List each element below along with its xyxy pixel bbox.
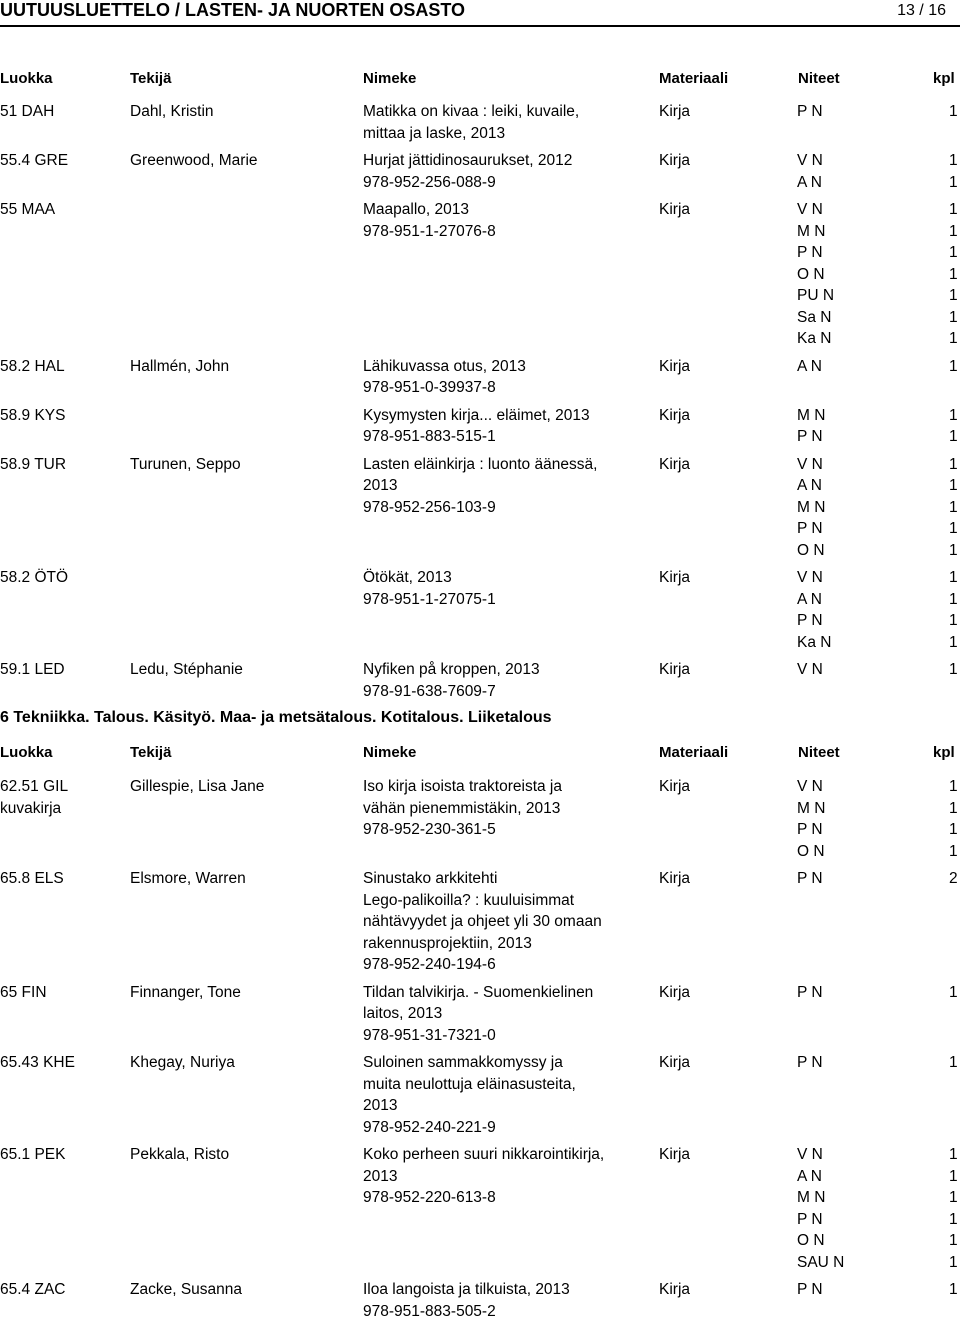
kpl-count: 1 xyxy=(949,590,958,608)
record-nimeke xyxy=(363,567,653,653)
record-kpl xyxy=(949,659,960,681)
page-indicator: 13 / 16 xyxy=(897,2,946,19)
record-niteet xyxy=(797,982,937,1004)
nimeke-line: 978-91-638-7609-7 xyxy=(363,682,496,700)
record-luokka: 65.8 ELS xyxy=(0,870,64,887)
record-luokka: 65 FIN xyxy=(0,983,47,1001)
nimeke-line: 978-951-1-27075-1 xyxy=(363,590,496,608)
column-header-row xyxy=(0,744,960,766)
nimeke-line: Lähikuvassa otus, 2013 xyxy=(363,357,526,375)
nimeke-line: Hurjat jättidinosaurukset, 2012 xyxy=(363,152,573,169)
record-luokka: 55 MAA xyxy=(0,201,56,218)
kpl-count: 1 xyxy=(949,633,958,651)
niteet-location: P N xyxy=(797,244,823,261)
kpl-count: 1 xyxy=(949,244,958,261)
nimeke-line: 978-952-240-194-6 xyxy=(363,956,496,973)
nimeke-line: vähän pienemmistäkin, 2013 xyxy=(363,799,561,817)
section-2 xyxy=(0,744,960,1328)
nimeke-line: Kysymysten kirja... eläimet, 2013 xyxy=(363,406,590,424)
record-niteet xyxy=(797,356,937,378)
record-row xyxy=(0,659,960,702)
nimeke-line: Suloinen sammakkomyssy ja xyxy=(363,1054,563,1071)
record-niteet xyxy=(797,199,937,350)
kpl-count: 2 xyxy=(949,870,958,887)
record-nimeke xyxy=(363,1279,653,1322)
record-niteet xyxy=(797,101,937,123)
kpl-count: 1 xyxy=(949,455,958,473)
kpl-count: 1 xyxy=(949,1253,958,1271)
record-materiaali: Kirja xyxy=(659,661,691,678)
record-nimeke xyxy=(363,776,653,862)
kpl-count: 1 xyxy=(949,1146,958,1163)
niteet-location: V N xyxy=(797,455,823,473)
niteet-location: O N xyxy=(797,541,825,559)
niteet-location: O N xyxy=(797,842,825,860)
record-tekija: Pekkala, Risto xyxy=(130,1146,230,1163)
niteet-location: PU N xyxy=(797,287,835,304)
record-row xyxy=(0,1144,960,1273)
kpl-count: 1 xyxy=(949,569,958,586)
record-tekija: Turunen, Seppo xyxy=(130,455,241,473)
header-materiaali: Materiaali xyxy=(659,744,729,761)
niteet-location: M N xyxy=(797,222,826,240)
nimeke-line: 978-951-883-505-2 xyxy=(363,1302,496,1320)
record-tekija: Ledu, Stéphanie xyxy=(130,661,243,678)
record-luokka: 65.43 KHE xyxy=(0,1054,75,1071)
record-tekija: Dahl, Kristin xyxy=(130,103,214,120)
kpl-count: 1 xyxy=(949,428,958,445)
nimeke-line: 978-952-240-221-9 xyxy=(363,1118,496,1136)
niteet-location: A N xyxy=(797,173,822,191)
record-row xyxy=(0,982,960,1047)
nimeke-line: 2013 xyxy=(363,477,398,494)
niteet-location: A N xyxy=(797,357,822,375)
record-kpl xyxy=(949,150,960,193)
record-niteet xyxy=(797,454,937,562)
niteet-location: O N xyxy=(797,265,825,283)
nimeke-line: 978-951-1-27076-8 xyxy=(363,222,496,240)
nimeke-line: 978-951-0-39937-8 xyxy=(363,379,496,396)
kpl-count: 1 xyxy=(949,541,958,559)
record-nimeke xyxy=(363,1144,653,1273)
kpl-count: 1 xyxy=(949,103,958,120)
record-tekija: Zacke, Susanna xyxy=(130,1281,243,1298)
niteet-location: Ka N xyxy=(797,330,832,347)
record-row xyxy=(0,868,960,976)
record-kpl xyxy=(949,199,960,350)
record-niteet xyxy=(797,567,937,653)
kpl-count: 1 xyxy=(949,520,958,537)
header-nimeke: Nimeke xyxy=(363,70,417,87)
niteet-location: M N xyxy=(797,406,826,424)
record-nimeke xyxy=(363,1052,653,1138)
nimeke-line: nähtävyydet ja ohjeet yli 30 omaan xyxy=(363,913,602,930)
record-kpl xyxy=(949,1052,960,1074)
header-kpl: kpl xyxy=(933,70,955,87)
niteet-location: V N xyxy=(797,661,823,678)
niteet-location: SAU N xyxy=(797,1253,845,1271)
record-materiaali: Kirja xyxy=(659,1146,691,1163)
niteet-location: V N xyxy=(797,152,823,169)
niteet-location: M N xyxy=(797,799,826,817)
niteet-location: P N xyxy=(797,1054,823,1071)
record-tekija: Finnanger, Tone xyxy=(130,983,241,1001)
record-row xyxy=(0,1279,960,1322)
kpl-count: 1 xyxy=(949,1281,958,1298)
record-kpl xyxy=(949,101,960,123)
record-tekija: Elsmore, Warren xyxy=(130,870,246,887)
kpl-count: 1 xyxy=(949,287,958,304)
kpl-count: 1 xyxy=(949,799,958,817)
record-nimeke xyxy=(363,101,653,144)
header-nimeke: Nimeke xyxy=(363,744,417,761)
record-materiaali: Kirja xyxy=(659,357,691,375)
header-tekija: Tekijä xyxy=(130,70,172,87)
kpl-count: 1 xyxy=(949,1232,958,1249)
record-materiaali: Kirja xyxy=(659,983,691,1001)
kpl-count: 1 xyxy=(949,357,958,375)
record-luokka: 51 DAH xyxy=(0,103,55,120)
record-kpl xyxy=(949,776,960,862)
nimeke-line: Maapallo, 2013 xyxy=(363,201,469,218)
kpl-count: 1 xyxy=(949,201,958,218)
record-luokka: 62.51 GIL kuvakirja xyxy=(0,778,68,817)
kpl-count: 1 xyxy=(949,308,958,326)
header-tekija: Tekijä xyxy=(130,744,172,761)
kpl-count: 1 xyxy=(949,406,958,424)
record-materiaali: Kirja xyxy=(659,1281,691,1298)
nimeke-line: 978-952-220-613-8 xyxy=(363,1189,496,1206)
record-tekija: Gillespie, Lisa Jane xyxy=(130,778,265,795)
record-luokka: 65.1 PEK xyxy=(0,1146,66,1163)
record-kpl xyxy=(949,567,960,653)
kpl-count: 1 xyxy=(949,983,958,1001)
kpl-count: 1 xyxy=(949,265,958,283)
niteet-location: V N xyxy=(797,201,823,218)
nimeke-line: mittaa ja laske, 2013 xyxy=(363,124,506,142)
record-row xyxy=(0,101,960,144)
record-materiaali: Kirja xyxy=(659,455,691,473)
record-kpl xyxy=(949,1144,960,1273)
nimeke-line: laitos, 2013 xyxy=(363,1005,443,1022)
page-title: UUTUUSLUETTELO / LASTEN- JA NUORTEN OSASTO xyxy=(0,0,466,20)
record-luokka: 58.2 HAL xyxy=(0,357,65,375)
record-kpl xyxy=(949,356,960,378)
record-kpl xyxy=(949,868,960,890)
record-luokka: 58.9 KYS xyxy=(0,406,66,424)
record-materiaali: Kirja xyxy=(659,103,691,120)
record-row xyxy=(0,567,960,653)
niteet-location: V N xyxy=(797,778,823,795)
niteet-location: Ka N xyxy=(797,633,832,651)
record-nimeke xyxy=(363,659,653,702)
niteet-location: P N xyxy=(797,1281,823,1298)
kpl-count: 1 xyxy=(949,477,958,494)
record-tekija: Greenwood, Marie xyxy=(130,152,258,169)
record-tekija: Khegay, Nuriya xyxy=(130,1054,235,1071)
record-materiaali: Kirja xyxy=(659,778,691,795)
kpl-count: 1 xyxy=(949,1054,958,1071)
header-niteet: Niteet xyxy=(798,70,840,87)
niteet-location: M N xyxy=(797,498,826,516)
kpl-count: 1 xyxy=(949,330,958,347)
record-row xyxy=(0,356,960,399)
record-row xyxy=(0,199,960,350)
nimeke-line: Lasten eläinkirja : luonto äänessä, xyxy=(363,455,598,473)
record-nimeke xyxy=(363,868,653,976)
nimeke-line: 2013 xyxy=(363,1097,398,1114)
kpl-count: 1 xyxy=(949,612,958,629)
record-materiaali: Kirja xyxy=(659,870,691,887)
nimeke-line: Sinustako arkkitehti xyxy=(363,870,498,887)
kpl-count: 1 xyxy=(949,1210,958,1228)
nimeke-line: Iso kirja isoista traktoreista ja xyxy=(363,778,562,795)
nimeke-line: rakennusprojektiin, 2013 xyxy=(363,934,532,952)
niteet-location: A N xyxy=(797,590,822,608)
nimeke-line: 978-952-256-088-9 xyxy=(363,173,496,191)
kpl-count: 1 xyxy=(949,1189,958,1206)
header-materiaali: Materiaali xyxy=(659,70,729,87)
column-header-row xyxy=(0,70,960,92)
niteet-location: M N xyxy=(797,1189,826,1206)
record-row xyxy=(0,405,960,448)
nimeke-line: 978-951-883-515-1 xyxy=(363,428,496,445)
section-1 xyxy=(0,70,960,708)
record-kpl xyxy=(949,982,960,1004)
nimeke-line: Matikka on kivaa : leiki, kuvaile, xyxy=(363,103,580,120)
record-nimeke xyxy=(363,454,653,562)
nimeke-line: 2013 xyxy=(363,1167,398,1185)
header-divider xyxy=(0,25,960,27)
record-row xyxy=(0,776,960,862)
nimeke-line: Lego-palikoilla? : kuuluisimmat xyxy=(363,891,575,909)
record-niteet xyxy=(797,659,937,681)
record-luokka: 55.4 GRE xyxy=(0,152,69,169)
nimeke-line: Tildan talvikirja. - Suomenkielinen xyxy=(363,983,594,1001)
kpl-count: 1 xyxy=(949,152,958,169)
header-luokka: Luokka xyxy=(0,744,53,761)
nimeke-line: 978-952-230-361-5 xyxy=(363,821,496,838)
niteet-location: O N xyxy=(797,1232,825,1249)
niteet-location: P N xyxy=(797,520,823,537)
record-luokka: 65.4 ZAC xyxy=(0,1281,66,1298)
niteet-location: A N xyxy=(797,1167,822,1185)
record-materiaali: Kirja xyxy=(659,406,691,424)
kpl-count: 1 xyxy=(949,842,958,860)
record-list xyxy=(0,776,960,1322)
record-materiaali: Kirja xyxy=(659,152,691,169)
kpl-count: 1 xyxy=(949,1167,958,1185)
nimeke-line: 978-951-31-7321-0 xyxy=(363,1026,496,1044)
record-list xyxy=(0,101,960,702)
kpl-count: 1 xyxy=(949,661,958,678)
kpl-count: 1 xyxy=(949,821,958,838)
record-niteet xyxy=(797,868,937,890)
record-niteet xyxy=(797,150,937,193)
record-kpl xyxy=(949,405,960,448)
record-niteet xyxy=(797,405,937,448)
kpl-count: 1 xyxy=(949,173,958,191)
nimeke-line: Iloa langoista ja tilkuista, 2013 xyxy=(363,1281,570,1298)
kpl-count: 1 xyxy=(949,498,958,516)
record-niteet xyxy=(797,1052,937,1074)
header-kpl: kpl xyxy=(933,744,955,761)
record-materiaali: Kirja xyxy=(659,201,691,218)
record-luokka: 58.2 ÖTÖ xyxy=(0,569,69,586)
niteet-location: P N xyxy=(797,612,823,629)
niteet-location: V N xyxy=(797,569,823,586)
header-luokka: Luokka xyxy=(0,70,53,87)
record-kpl xyxy=(949,1279,960,1301)
nimeke-line: Ötökät, 2013 xyxy=(363,569,452,586)
niteet-location: P N xyxy=(797,428,823,445)
record-niteet xyxy=(797,776,937,862)
record-row xyxy=(0,150,960,193)
niteet-location: P N xyxy=(797,103,823,120)
record-row xyxy=(0,454,960,562)
record-nimeke xyxy=(363,982,653,1047)
record-nimeke xyxy=(363,405,653,448)
nimeke-line: Koko perheen suuri nikkarointikirja, xyxy=(363,1146,605,1163)
record-nimeke xyxy=(363,150,653,193)
nimeke-line: 978-952-256-103-9 xyxy=(363,498,496,516)
record-nimeke xyxy=(363,356,653,399)
category-heading: 6 Tekniikka. Talous. Käsityö. Maa- ja metsätalous. Kotitalous. Liiketalous xyxy=(0,709,552,726)
niteet-location: P N xyxy=(797,983,823,1001)
record-luokka: 58.9 TUR xyxy=(0,455,67,473)
record-kpl xyxy=(949,454,960,562)
header-niteet: Niteet xyxy=(798,744,840,761)
niteet-location: V N xyxy=(797,1146,823,1163)
niteet-location: P N xyxy=(797,870,823,887)
niteet-location: A N xyxy=(797,477,822,494)
page-header xyxy=(0,0,960,24)
record-luokka: 59.1 LED xyxy=(0,661,65,678)
record-niteet xyxy=(797,1144,937,1273)
nimeke-line: Nyfiken på kroppen, 2013 xyxy=(363,661,540,678)
niteet-location: P N xyxy=(797,1210,823,1228)
niteet-location: P N xyxy=(797,821,823,838)
record-niteet xyxy=(797,1279,937,1301)
record-materiaali: Kirja xyxy=(659,569,691,586)
record-materiaali: Kirja xyxy=(659,1054,691,1071)
kpl-count: 1 xyxy=(949,222,958,240)
nimeke-line: muita neulottuja eläinasusteita, xyxy=(363,1075,576,1093)
record-tekija: Hallmén, John xyxy=(130,357,230,375)
niteet-location: Sa N xyxy=(797,308,832,326)
kpl-count: 1 xyxy=(949,778,958,795)
record-row xyxy=(0,1052,960,1138)
record-nimeke xyxy=(363,199,653,350)
